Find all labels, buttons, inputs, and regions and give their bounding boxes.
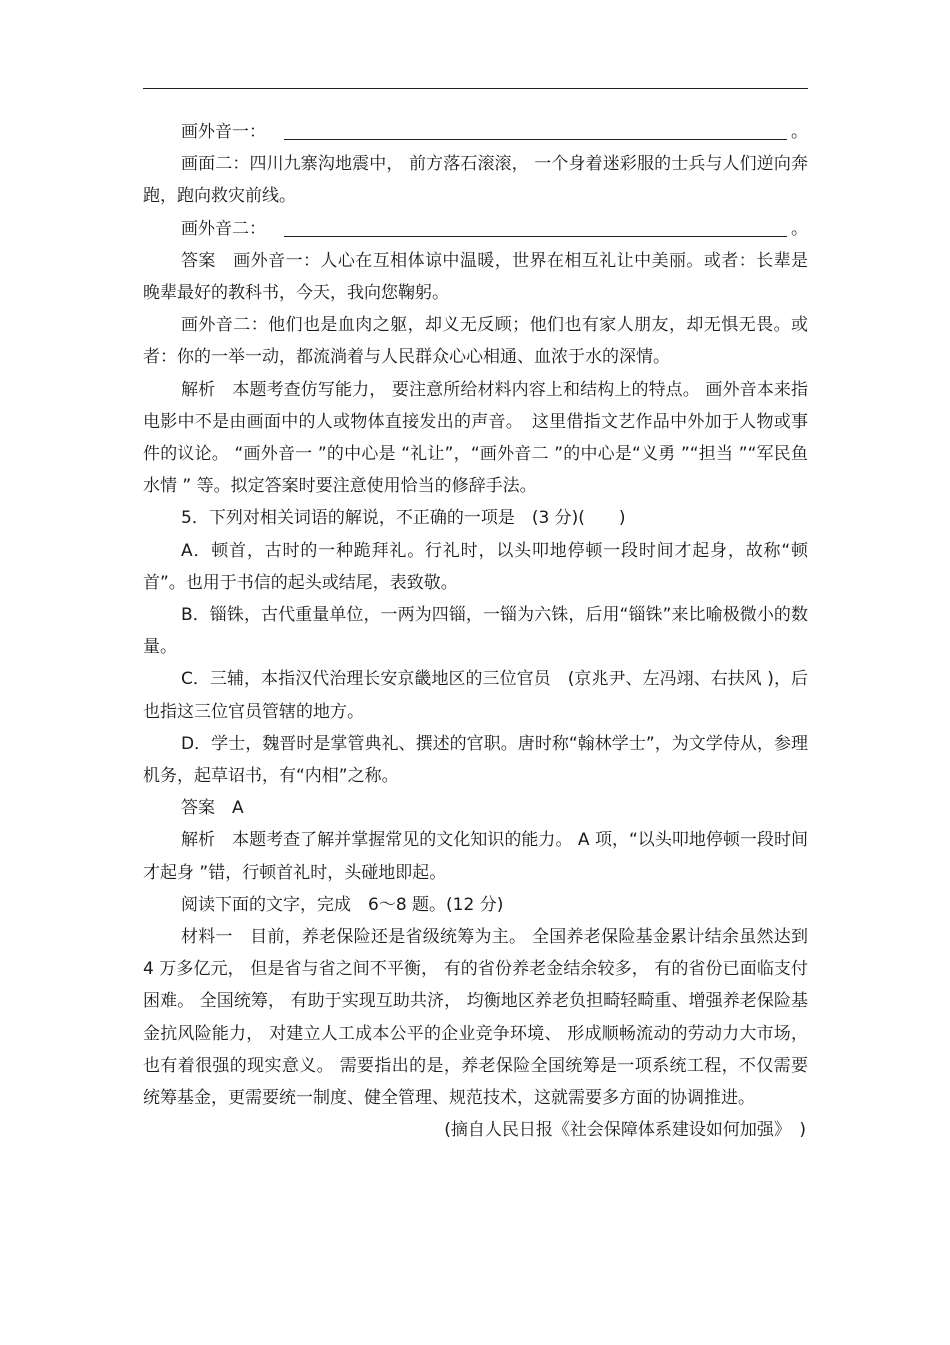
period-mark: 。: [791, 218, 808, 239]
material1-paragraph: 材料一 目前，养老保险还是省级统筹为主。 全国养老保险基金累计结余虽然达到 4 万多亿元， 但是省与省之间不平衡， 有的省份养老金结余较多， 有的省份已面临支付困难。 全国统筹， 有助于实现互助共济， 均衡地区养老负担畸轻畸重、增强养老保险基金抗风险能力， 对建立人工成本公平的企业竞争环境、 形成顺畅流动的劳动力大市场， 也有着很强的现实意义。 需要指出的是，养老保险全国统筹是一项系统工程，不仅需要统筹基金，更需要统一制度、健全管理、规范技术，这就需要多方面的协调推进。: [143, 927, 808, 1109]
analysis1-paragraph: 解析 本题考查仿写能力， 要注意所给材料内容上和结构上的特点。 画外音本来指电影中不是由画面中的人或物体直接发出的声音。 这里借指文艺作品中外加于人物或事件的议论。 “画外音一 ”的中心是 “礼让”，“画外音二 ”的中心是“义勇 ”“担当 ”“军民鱼水情 ” 等。拟定答案时要注意使用恰当的修辞手法。: [143, 379, 808, 497]
analysis5-paragraph: 解析 本题考查了解并掌握常见的文化知识的能力。 A 项，“以头叩地停顿一段时间才起身 ”错，行顿首礼时，头碰地即起。: [143, 830, 808, 883]
question5-option-d: D．学士，魏晋时是掌管典礼、撰述的官职。唐时称“翰林学士”，为文学侍从，参理机务，起草诏书，有“内相”之称。: [143, 733, 808, 787]
document-body: [143, 116, 808, 1146]
voice1-label: 画外音一：: [181, 121, 266, 142]
answer-voice2-paragraph: 画外音二：他们也是血肉之躯，却义无反顾；他们也有家人朋友，却无惧无畏。或者：你的一举一动，都流淌着与人民群众心心相通、血浓于水的深情。: [143, 315, 808, 368]
period-mark: 。: [791, 121, 808, 142]
voice1-blank: [143, 116, 808, 148]
question5-option-b: B．锱铢，古代重量单位，一两为四锱，一锱为六铢，后用“锱铢”来比喻极微小的数量。: [143, 605, 808, 658]
header-rule: [143, 88, 808, 89]
scene2-paragraph: 画面二：四川九寨沟地震中， 前方落石滚滚， 一个身着迷彩服的士兵与人们逆向奔跑，跑向救灾前线。: [143, 154, 808, 207]
answer-blank-line: [284, 139, 787, 140]
reading-intro: 阅读下面的文字，完成 6～8 题。(12 分): [181, 894, 504, 915]
answer5-paragraph: 答案 A: [181, 798, 244, 819]
question5-stem: 5．下列对相关词语的解说，不正确的一项是 (3 分)( ): [181, 508, 626, 529]
question5-option-c: C．三辅，本指汉代治理长安京畿地区的三位官员 (京兆尹、左冯翊、右扶风 )，后也指这三位官员管辖的地方。: [143, 669, 808, 722]
answer-blank-line: [284, 236, 787, 237]
answer-voice1-paragraph: 答案 画外音一：人心在互相体谅中温暖，世界在相互礼让中美丽。或者：长辈是晚辈最好的教科书，今天，我向您鞠躬。: [143, 250, 808, 303]
voice2-label: 画外音二：: [181, 218, 266, 239]
question5-option-a: A．顿首，古时的一种跪拜礼。行礼时，以头叩地停顿一段时间才起身，故称“顿首”。也用于书信的起头或结尾，表致敬。: [143, 540, 808, 593]
voice2-blank: [143, 213, 808, 245]
source-citation: (摘自人民日报《社会保障体系建设如何加强》 ): [444, 1120, 806, 1141]
